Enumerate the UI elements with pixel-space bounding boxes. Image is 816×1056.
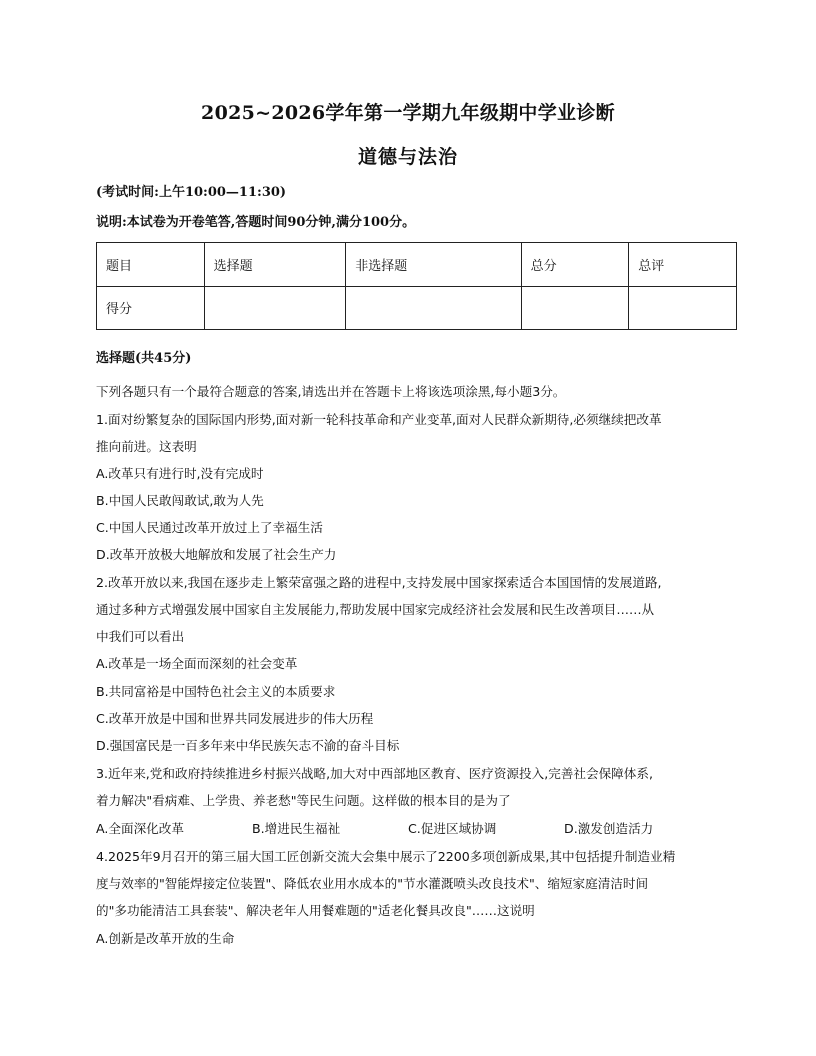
score-cell-choice[interactable]: [204, 286, 346, 330]
question-1-stem: 1.面对纷繁复杂的国际国内形势,面对新一轮科技革命和产业变革,面对人民群众新期待,必须继续把改革: [96, 412, 662, 427]
question-1-option-a: A.改革只有进行时,没有完成时: [96, 466, 264, 481]
question-4-stem: 4.2025年9月召开的第三届大国工匠创新交流大会集中展示了2200多项创新成果,其中包括提升制造业精: [96, 849, 676, 864]
section-instruction: 下列各题只有一个最符合题意的答案,请选出并在答题卡上将该选项涂黑,每小题3分。: [96, 384, 566, 399]
table-cell: 总评: [629, 243, 737, 287]
score-table-header-row: [97, 243, 737, 287]
question-2-option-d: D.强国富民是一百多年来中华民族矢志不渝的奋斗目标: [96, 738, 400, 753]
exam-time: (考试时间:上午10:00—11:30): [96, 185, 287, 200]
question-1-option-d: D.改革开放极大地解放和发展了社会生产力: [96, 547, 337, 562]
question-1-option-c: C.中国人民通过改革开放过上了幸福生活: [96, 520, 323, 535]
question-3-stem: 3.近年来,党和政府持续推进乡村振兴战略,加大对中西部地区教育、医疗资源投入,完善社会保障体系,: [96, 766, 653, 781]
table-cell: 非选择题: [346, 243, 521, 287]
table-cell: 得分: [97, 286, 205, 330]
question-2-stem: 中我们可以看出: [96, 629, 185, 644]
table-cell: 总分: [521, 243, 629, 287]
question-1-stem: 推向前进。这表明: [96, 439, 197, 454]
question-4-stem: 的"多功能清洁工具套装"、解决老年人用餐难题的"适老化餐具改良"……这说明: [96, 903, 535, 918]
question-2-option-a: A.改革是一场全面而深刻的社会变革: [96, 656, 298, 671]
exam-note: 说明:本试卷为开卷笔答,答题时间90分钟,满分100分。: [96, 215, 416, 230]
score-cell-nonchoice[interactable]: [346, 286, 521, 330]
question-2-option-b: B.共同富裕是中国特色社会主义的本质要求: [96, 684, 336, 699]
question-3-option-d: D.激发创造活力: [564, 821, 654, 836]
table-cell: 题目: [97, 243, 205, 287]
question-4-option-a: A.创新是改革开放的生命: [96, 931, 235, 946]
section-title: 选择题(共45分): [96, 351, 192, 366]
subject-title: 道德与法治: [357, 146, 458, 168]
question-2-stem: 通过多种方式增强发展中国家自主发展能力,帮助发展中国家完成经济社会发展和民生改善项目……从: [96, 602, 655, 617]
score-cell-review[interactable]: [629, 286, 737, 330]
score-table-score-row: [97, 286, 737, 330]
question-4-stem: 度与效率的"智能焊接定位装置"、降低农业用水成本的"节水灌溉喷头改良技术"、缩短家庭清洁时间: [96, 876, 649, 891]
question-2-stem: 2.改革开放以来,我国在逐步走上繁荣富强之路的进程中,支持发展中国家探索适合本国国情的发展道路,: [96, 575, 662, 590]
table-cell: 选择题: [204, 243, 346, 287]
question-1-option-b: B.中国人民敢闯敢试,敢为人先: [96, 493, 264, 508]
score-table: [96, 242, 737, 330]
question-3-option-a: A.全面深化改革: [96, 821, 184, 836]
exam-title: 2025~2026学年第一学期九年级期中学业诊断: [201, 102, 615, 124]
question-3-option-b: B.增进民生福祉: [252, 821, 341, 836]
question-3-stem: 着力解决"看病难、上学贵、养老愁"等民生问题。这样做的根本目的是为了: [96, 793, 511, 808]
question-2-option-c: C.改革开放是中国和世界共同发展进步的伟大历程: [96, 711, 374, 726]
score-cell-total[interactable]: [521, 286, 629, 330]
question-3-option-c: C.促进区域协调: [408, 821, 497, 836]
